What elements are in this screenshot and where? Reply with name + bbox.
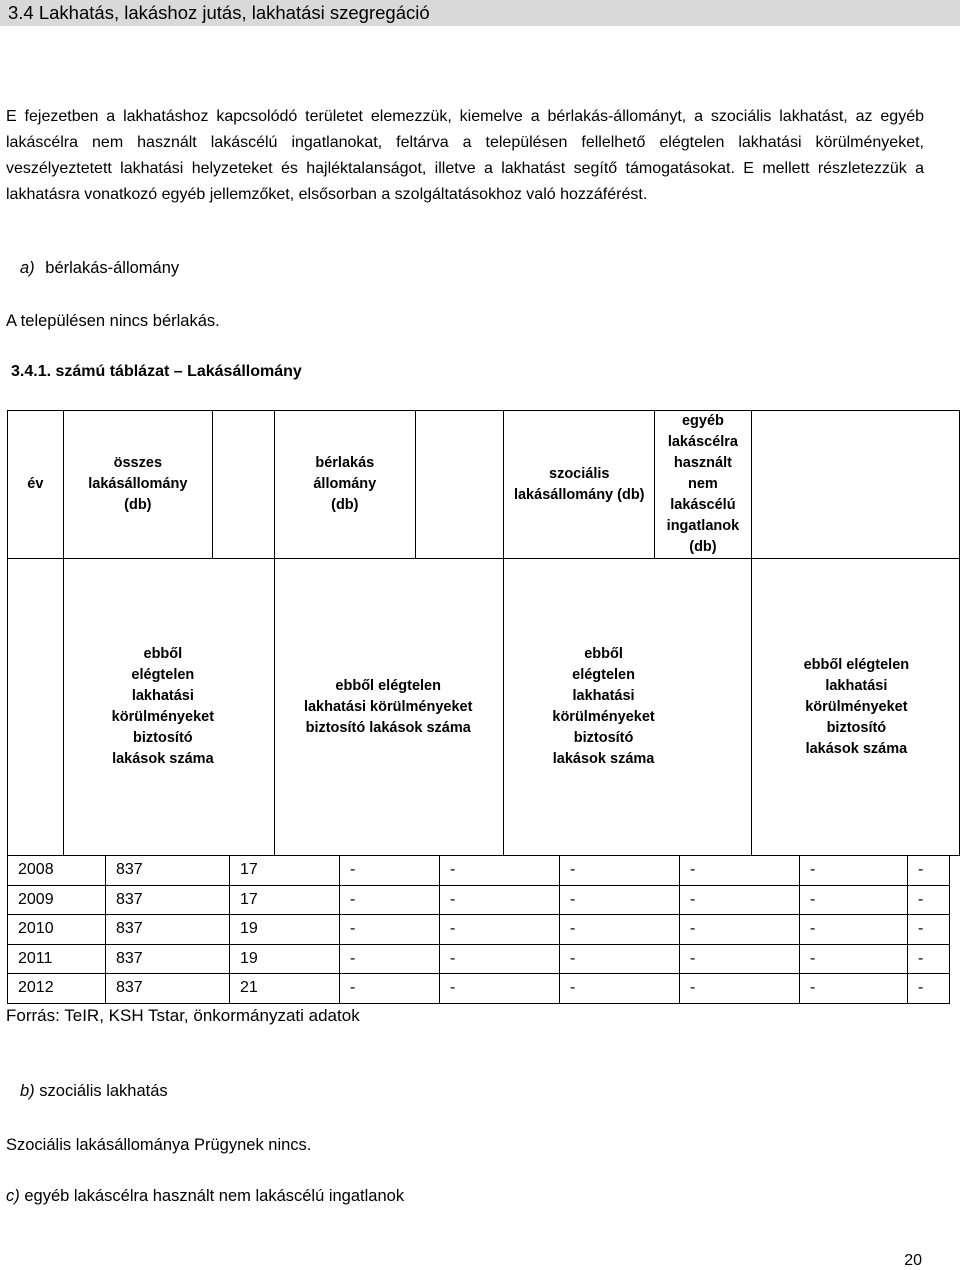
table-cell: - [680,856,800,886]
table-cell: - [680,915,800,945]
table-cell: 2012 [8,974,106,1004]
subsection-b-heading [20,1082,168,1101]
table-cell: - [340,915,440,945]
table-cell: - [680,974,800,1004]
table-cell: - [440,974,560,1004]
table-cell: - [800,885,908,915]
subsection-b-label: szociális lakhatás [39,1082,168,1100]
header-spacer-2 [415,411,504,559]
table-cell: - [800,944,908,974]
subheader-substandard-2: ebből elégtelen lakhatási körülményeket biztosító lakások száma [275,559,504,856]
source-note: Forrás: TeIR, KSH Tstar, önkormányzati adatok [6,1006,360,1025]
table-cell: - [340,944,440,974]
subheader-substandard-3: ebből elégtelen lakhatási körülményeket biztosító lakások száma [504,559,751,856]
table-cell: 2009 [8,885,106,915]
table-cell: - [560,915,680,945]
header-other-use: egyéb lakáscélra használt nem lakáscélú ingatlanok (db) [655,411,752,559]
table-cell: - [908,856,950,886]
table-cell: 837 [106,885,230,915]
subsection-b-marker: b) [20,1082,35,1100]
subheader-substandard-4: ebből elégtelen lakhatási körülményeket biztosító lakások száma [751,559,959,856]
table-cell: 19 [230,915,340,945]
table-cell: 837 [106,915,230,945]
table-cell: - [800,915,908,945]
table-cell: 2008 [8,856,106,886]
housing-stock-table-data [7,855,950,1004]
table-cell: - [560,974,680,1004]
table-cell: - [560,944,680,974]
subheader-spacer-0 [8,559,64,856]
table-cell: - [560,885,680,915]
table-cell: - [440,944,560,974]
table-cell: - [908,944,950,974]
header-year: év [8,411,64,559]
table-cell: - [340,856,440,886]
table-cell: 17 [230,885,340,915]
subsection-a-heading [20,259,179,278]
table-cell: 2010 [8,915,106,945]
table-cell: - [440,915,560,945]
table-row [8,944,950,974]
table-cell: - [908,915,950,945]
table-cell: 19 [230,944,340,974]
header-spacer-1 [212,411,274,559]
header-social-stock: szociális lakásállomány (db) [504,411,655,559]
table-cell: 837 [106,856,230,886]
header-total-stock: összes lakásállomány (db) [63,411,212,559]
subsection-c-label: egyéb lakáscélra használt nem lakáscélú ingatlanok [24,1187,405,1205]
header-rental-stock: bérlakás állomány (db) [275,411,416,559]
table-row [8,885,950,915]
table-cell: - [908,974,950,1004]
subsection-c-heading [6,1187,404,1206]
table-cell: 17 [230,856,340,886]
subsection-a-text: A településen nincs bérlakás. [6,312,220,330]
subsection-c-marker: c) [6,1187,20,1205]
table-cell: 837 [106,944,230,974]
table-cell: 21 [230,974,340,1004]
table-cell: - [800,856,908,886]
table-cell: - [440,856,560,886]
header-spacer-3 [751,411,959,559]
housing-stock-table-header [7,410,960,856]
table-row [8,915,950,945]
subheader-substandard-1: ebből elégtelen lakhatási körülményeket biztosító lakások száma [63,559,274,856]
table-cell: - [680,944,800,974]
table-row [8,974,950,1004]
subsection-b-text: Szociális lakásállománya Prügynek nincs. [6,1136,312,1154]
table-cell: - [800,974,908,1004]
subsection-a-label: bérlakás-állomány [45,259,180,277]
table-cell: - [680,885,800,915]
page-number: 20 [904,1252,922,1269]
intro-paragraph: E fejezetben a lakhatáshoz kapcsolódó területet elemezzük, kiemelve a bérlakás-állományt, a szociális lakhatást, az egyéb lakáscélra nem használt lakáscélú ingatlanokat, feltárva a településen fellelhető elégtelen lakhatási körülményeket, veszélyeztetett lakhatási helyzeteket és hajléktalanságot, illetve a lakhatást segítő támogatásokat. E mellett részletezzük a lakhatásra vonatkozó egyéb jellemzőket, elsősorban a szolgáltatásokhoz való hozzáférést. [6,108,924,203]
section-title: 3.4 Lakhatás, lakáshoz jutás, lakhatási szegregáció [0,0,960,26]
table-cell: 2011 [8,944,106,974]
table-row [8,856,950,886]
table-cell: - [340,885,440,915]
table-cell: 837 [106,974,230,1004]
table-cell: - [440,885,560,915]
table-cell: - [908,885,950,915]
subsection-a-marker: a) [20,259,35,277]
table-cell: - [560,856,680,886]
table-cell: - [340,974,440,1004]
table-caption: 3.4.1. számú táblázat – Lakásállomány [11,363,302,380]
